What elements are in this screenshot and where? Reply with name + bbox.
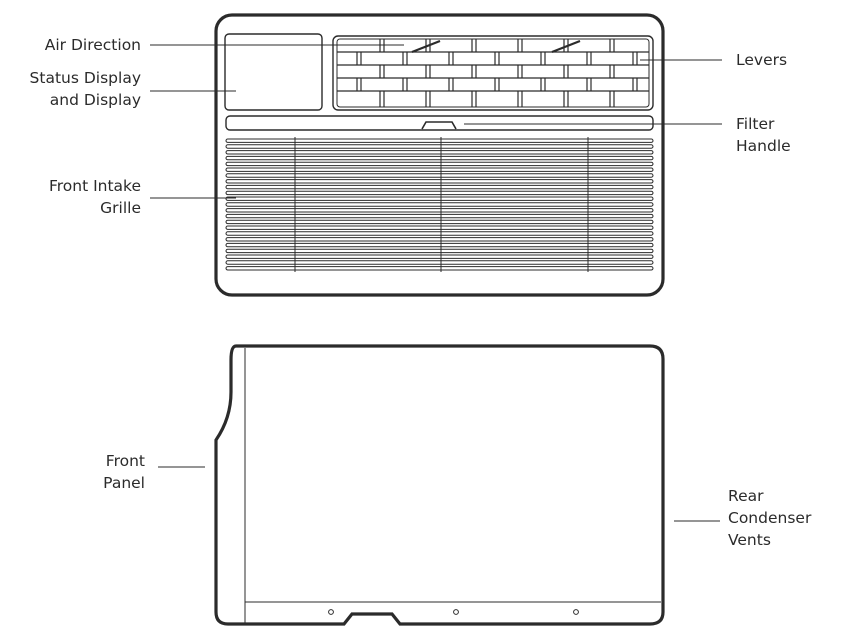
label-line: Front Intake <box>48 177 141 195</box>
grille-slat <box>226 162 653 165</box>
label-line: Filter <box>736 115 775 133</box>
label-line: Handle <box>736 137 791 155</box>
grille-slat <box>226 267 653 270</box>
label-line: Rear <box>728 487 764 505</box>
grille-slat <box>226 156 653 159</box>
filter-handle <box>422 122 456 129</box>
side-view-body <box>216 346 663 624</box>
label-line: Panel <box>103 474 145 492</box>
grille-slat <box>226 174 653 177</box>
grille-slat <box>226 261 653 264</box>
grille-slat <box>226 139 653 142</box>
grille-slat <box>226 209 653 212</box>
grille-slat <box>226 243 653 246</box>
front-intake-grille <box>226 137 653 272</box>
label-line: Front <box>105 452 145 470</box>
label-line: Status Display <box>29 69 141 87</box>
grille-slat <box>226 255 653 258</box>
grille-slat <box>226 249 653 252</box>
label-line: Condenser <box>728 509 812 527</box>
grille-slat <box>226 220 653 223</box>
grille-slat <box>226 214 653 217</box>
base-screw <box>329 610 334 615</box>
label-line: Grille <box>100 199 141 217</box>
base-screw <box>454 610 459 615</box>
grille-slat <box>226 185 653 188</box>
label-rear-condenser-vents <box>728 485 811 551</box>
grille-slat <box>226 226 653 229</box>
grille-slat <box>226 168 653 171</box>
grille-slat <box>226 191 653 194</box>
front-view <box>216 15 663 295</box>
label-front-panel <box>103 450 145 494</box>
grille-slat <box>226 203 653 206</box>
air-direction-lever-right <box>552 41 580 52</box>
grille-slat <box>226 238 653 241</box>
grille-slat <box>226 151 653 154</box>
lever-grid <box>337 39 649 107</box>
filter-handle-bar <box>226 116 653 130</box>
label-line: Air Direction <box>44 36 141 54</box>
label-front-intake-grille <box>49 175 141 219</box>
grille-slat <box>226 145 653 148</box>
grille-slat <box>226 197 653 200</box>
label-air-direction <box>45 34 141 56</box>
base-screw <box>574 610 579 615</box>
grille-slat <box>226 180 653 183</box>
label-filter-handle <box>736 113 791 157</box>
label-levers <box>736 49 787 71</box>
label-status-display <box>30 67 141 111</box>
label-line: Levers <box>736 51 788 69</box>
label-line: Vents <box>728 531 771 549</box>
lever-panel <box>333 36 653 110</box>
side-view <box>216 346 663 624</box>
label-line: and Display <box>49 91 141 109</box>
grille-slat <box>226 232 653 235</box>
